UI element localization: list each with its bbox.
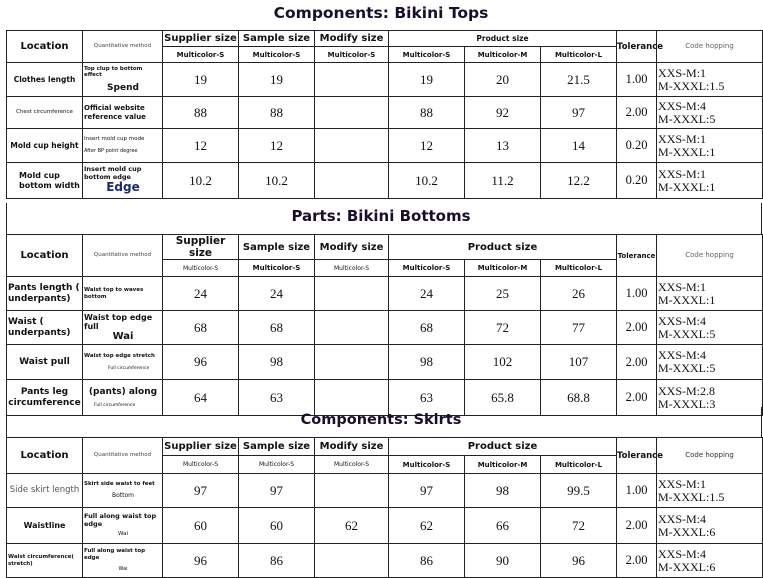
product-l-value: 12.2 (541, 163, 617, 199)
modify-size-value (315, 345, 389, 380)
header-supplier-size: Supplier size (163, 438, 239, 456)
sample-size-value: 19 (239, 63, 315, 97)
tolerance-value: 1.00 (617, 474, 657, 508)
sub-sample-multicolor-s: Multicolor-S (239, 47, 315, 63)
grading-line: M-XXXL:6 (658, 559, 716, 574)
product-s-value: 86 (389, 544, 465, 578)
product-m-value: 102 (465, 345, 541, 380)
header-modify-size: Modify size (315, 438, 389, 456)
supplier-size-value: 88 (163, 97, 239, 129)
section-title-bikini-bottoms: Parts: Bikini Bottoms (291, 207, 471, 225)
method-cell (83, 311, 163, 345)
sub-product-multicolor-m: Multicolor-M (465, 47, 541, 63)
modify-size-value (315, 63, 389, 97)
tolerance-value: 1.00 (617, 277, 657, 311)
location-cell: Mold cup bottom width (7, 163, 83, 199)
method-cell (83, 544, 163, 578)
grading-line: M-XXXL:1 (658, 179, 716, 194)
supplier-size-value: 96 (163, 544, 239, 578)
header-modify-size: Modify size (315, 31, 389, 47)
product-s-value: 62 (389, 508, 465, 544)
header-modify-size: Modify size (315, 235, 389, 260)
grading-line: XXS-M:4 (658, 313, 707, 328)
sub-product-multicolor-m: Multicolor-M (465, 456, 541, 474)
method-cell (83, 163, 163, 199)
table-row (7, 544, 763, 578)
product-l-value: 99.5 (541, 474, 617, 508)
product-m-value: 66 (465, 508, 541, 544)
location-cell: Waistline (7, 508, 83, 544)
table-row (7, 97, 763, 129)
grading-cell (657, 277, 763, 311)
grading-cell (657, 163, 763, 199)
tolerance-value: 2.00 (617, 508, 657, 544)
product-s-value: 19 (389, 63, 465, 97)
table-row (7, 129, 763, 163)
sample-size-value: 68 (239, 311, 315, 345)
method-main: Wai (118, 531, 128, 538)
supplier-size-value: 64 (163, 380, 239, 416)
method-note: Full along waist top edge (84, 548, 146, 561)
header-tolerance: Tolerance (617, 235, 657, 277)
method-cell (83, 129, 163, 163)
section-title-bikini-tops: Components: Bikini Tops (273, 4, 489, 22)
sub-modify-multicolor-s: Multicolor-S (315, 456, 389, 474)
sample-size-value: 86 (239, 544, 315, 578)
modify-size-value (315, 129, 389, 163)
location-cell: Mold cup height (7, 129, 83, 163)
product-l-value: 107 (541, 345, 617, 380)
header-sample-size: Sample size (239, 438, 315, 456)
grading-line: M-XXXL:5 (658, 111, 716, 126)
method-note: Waist top to waves bottom (84, 287, 144, 300)
location-cell: Waist circumference( stretch) (7, 544, 83, 578)
product-l-value: 21.5 (541, 63, 617, 97)
sub-supplier-multicolor-s: Multicolor-S (163, 260, 239, 277)
spec-table-skirts (6, 437, 763, 578)
product-s-value: 98 (389, 345, 465, 380)
method-cell (83, 63, 163, 97)
grading-cell (657, 311, 763, 345)
product-s-value: 68 (389, 311, 465, 345)
method-note: Waist top edge stretch (84, 353, 155, 360)
method-main: Edge (106, 180, 140, 195)
supplier-size-value: 19 (163, 63, 239, 97)
grading-line: XXS-M:1 (658, 166, 707, 181)
grading-line: M-XXXL:1 (658, 144, 716, 159)
location-cell: Waist ( underpants) (7, 311, 83, 345)
header-supplier-size: Supplier size (163, 235, 239, 260)
supplier-size-value: 96 (163, 345, 239, 380)
product-s-value: 63 (389, 380, 465, 416)
grading-line: XXS-M:2.8 (658, 383, 716, 398)
sub-product-multicolor-s: Multicolor-S (389, 456, 465, 474)
grading-line: M-XXXL:1.5 (658, 489, 725, 504)
tolerance-value: 2.00 (617, 311, 657, 345)
sample-size-value: 12 (239, 129, 315, 163)
tolerance-value: 2.00 (617, 380, 657, 416)
method-main: Bottom (111, 492, 134, 500)
spec-table-bikini-tops (6, 30, 763, 199)
sample-size-value: 63 (239, 380, 315, 416)
table-row (7, 63, 763, 97)
supplier-size-value: 60 (163, 508, 239, 544)
header-product-size: Product size (389, 31, 617, 47)
grading-line: M-XXXL:5 (658, 326, 716, 341)
sub-product-multicolor-l: Multicolor-L (541, 456, 617, 474)
tolerance-value: 0.20 (617, 129, 657, 163)
sub-sample-multicolor-s: Multicolor-S (239, 456, 315, 474)
table-row (7, 311, 763, 345)
sub-product-multicolor-m: Multicolor-M (465, 260, 541, 277)
header-code-hopping: Code hopping (657, 31, 763, 63)
product-m-value: 90 (465, 544, 541, 578)
sub-product-multicolor-s: Multicolor-S (389, 260, 465, 277)
sub-modify-multicolor-s: Multicolor-S (315, 260, 389, 277)
sub-modify-multicolor-s: Multicolor-S (315, 47, 389, 63)
modify-size-value (315, 544, 389, 578)
header-code-hopping: Code hopping (657, 438, 763, 474)
modify-size-value (315, 474, 389, 508)
header-product-size: Product size (389, 438, 617, 456)
product-m-value: 25 (465, 277, 541, 311)
grading-line: XXS-M:1 (658, 279, 707, 294)
method-note: Official website reference value (84, 104, 146, 121)
modify-size-value (315, 277, 389, 311)
method-main: Full circumference (94, 402, 136, 408)
supplier-size-value: 24 (163, 277, 239, 311)
header-supplier-size: Supplier size (163, 31, 239, 47)
method-note: Top clup to bottom effect (84, 66, 143, 79)
grading-cell (657, 63, 763, 97)
grading-line: M-XXXL:1.5 (658, 78, 725, 93)
header-location: Location (7, 438, 83, 474)
product-s-value: 24 (389, 277, 465, 311)
sample-size-value: 98 (239, 345, 315, 380)
method-main: Spend (107, 82, 139, 93)
table-row (7, 277, 763, 311)
header-sample-size: Sample size (239, 235, 315, 260)
sub-product-multicolor-l: Multicolor-L (541, 260, 617, 277)
method-cell (83, 345, 163, 380)
grading-cell (657, 508, 763, 544)
header-code-hopping: Code hopping (657, 235, 763, 277)
tolerance-value: 0.20 (617, 163, 657, 199)
sample-size-value: 88 (239, 97, 315, 129)
table-row (7, 345, 763, 380)
method-note: Insert mold cup mode (84, 136, 145, 143)
product-m-value: 65.8 (465, 380, 541, 416)
header-location: Location (7, 235, 83, 277)
grading-cell (657, 544, 763, 578)
tolerance-value: 2.00 (617, 345, 657, 380)
product-s-value: 97 (389, 474, 465, 508)
method-cell (83, 97, 163, 129)
location-cell: Waist pull (7, 345, 83, 380)
sub-sample-multicolor-s: Multicolor-S (239, 260, 315, 277)
method-cell (83, 277, 163, 311)
modify-size-value (315, 97, 389, 129)
product-l-value: 68.8 (541, 380, 617, 416)
product-s-value: 12 (389, 129, 465, 163)
product-l-value: 14 (541, 129, 617, 163)
grading-cell (657, 345, 763, 380)
location-cell: Pants leg circumference (7, 380, 83, 416)
sample-size-value: 97 (239, 474, 315, 508)
location-cell: Side skirt length (7, 474, 83, 508)
grading-line: XXS-M:4 (658, 511, 707, 526)
product-s-value: 10.2 (389, 163, 465, 199)
product-m-value: 98 (465, 474, 541, 508)
method-note: Waist top edge full (84, 312, 153, 331)
table-row (7, 474, 763, 508)
grading-cell (657, 129, 763, 163)
grading-line: M-XXXL:6 (658, 524, 716, 539)
grading-cell (657, 97, 763, 129)
header-sample-size: Sample size (239, 31, 315, 47)
product-l-value: 26 (541, 277, 617, 311)
grading-line: XXS-M:1 (658, 131, 707, 146)
grading-line: XXS-M:1 (658, 476, 707, 491)
method-note: Insert mold cup bottom edge (84, 165, 142, 181)
product-l-value: 77 (541, 311, 617, 345)
product-m-value: 92 (465, 97, 541, 129)
sample-size-value: 10.2 (239, 163, 315, 199)
method-note: Skirt side waist to feet (84, 480, 155, 487)
spec-table-bikini-bottoms (6, 234, 763, 416)
sub-product-multicolor-l: Multicolor-L (541, 47, 617, 63)
product-l-value: 72 (541, 508, 617, 544)
supplier-size-value: 10.2 (163, 163, 239, 199)
sample-size-value: 60 (239, 508, 315, 544)
product-l-value: 96 (541, 544, 617, 578)
sub-supplier-multicolor-s: Multicolor-S (163, 47, 239, 63)
method-main: Full circumference (108, 365, 150, 371)
tolerance-value: 2.00 (617, 97, 657, 129)
method-note: Full along waist top edge (84, 512, 157, 528)
method-main: After BP point degree (84, 147, 138, 154)
method-main: Wai (112, 330, 134, 342)
grading-line: XXS-M:1 (658, 65, 707, 80)
tolerance-value: 2.00 (617, 544, 657, 578)
tolerance-value: 1.00 (617, 63, 657, 97)
supplier-size-value: 12 (163, 129, 239, 163)
method-note: (pants) along (88, 387, 158, 398)
method-cell (83, 474, 163, 508)
section-title-skirts: Components: Skirts (300, 412, 462, 428)
table-row (7, 508, 763, 544)
sample-size-value: 24 (239, 277, 315, 311)
grading-line: M-XXXL:1 (658, 292, 716, 307)
sub-product-multicolor-s: Multicolor-S (389, 47, 465, 63)
grading-line: XXS-M:4 (658, 98, 707, 113)
product-m-value: 20 (465, 63, 541, 97)
header-tolerance: Tolerance (617, 31, 657, 63)
location-cell: Pants length ( underpants) (7, 277, 83, 311)
grading-line: XXS-M:4 (658, 348, 707, 363)
table-row (7, 163, 763, 199)
product-m-value: 11.2 (465, 163, 541, 199)
method-main: Wai (118, 565, 128, 572)
grading-line: M-XXXL:5 (658, 361, 716, 375)
supplier-size-value: 97 (163, 474, 239, 508)
header-location: Location (7, 31, 83, 63)
product-m-value: 13 (465, 129, 541, 163)
method-cell (83, 508, 163, 544)
header-product-size: Product size (389, 235, 617, 260)
sub-supplier-multicolor-s: Multicolor-S (163, 456, 239, 474)
product-s-value: 88 (389, 97, 465, 129)
header-tolerance: Tolerance (617, 438, 657, 474)
product-l-value: 97 (541, 97, 617, 129)
location-cell: Clothes length (7, 63, 83, 97)
supplier-size-value: 68 (163, 311, 239, 345)
modify-size-value (315, 163, 389, 199)
grading-line: M-XXXL:3 (658, 396, 716, 411)
grading-line: XXS-M:4 (658, 546, 707, 561)
location-cell: Chest circumference (7, 97, 83, 129)
grading-cell (657, 474, 763, 508)
header-quantitative-method: Quantitative method (83, 235, 163, 277)
header-quantitative-method: Quantitative method (83, 438, 163, 474)
product-m-value: 72 (465, 311, 541, 345)
modify-size-value (315, 311, 389, 345)
modify-size-value: 62 (315, 508, 389, 544)
header-quantitative-method: Quantitative method (83, 31, 163, 63)
